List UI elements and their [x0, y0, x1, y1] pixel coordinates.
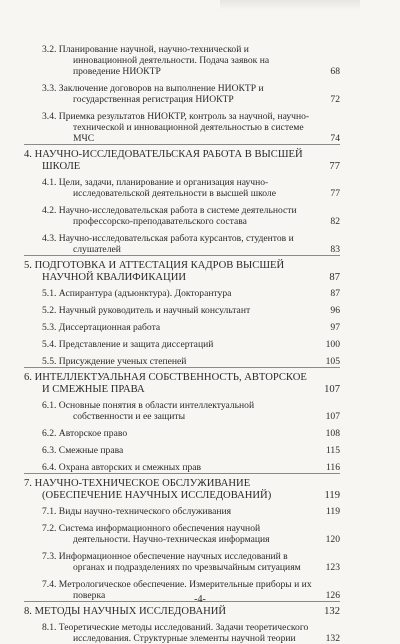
toc-entry-5-2[interactable]	[0, 305, 400, 316]
toc-entry-5-1[interactable]	[0, 288, 400, 299]
toc-chapter-8[interactable]	[0, 606, 400, 618]
toc-entry-page: 97	[330, 322, 340, 333]
toc-entry-text: 5.5. Присуждение ученых степеней	[42, 356, 187, 367]
chapter-divider	[24, 255, 340, 256]
toc-entry-page: 123	[325, 562, 340, 573]
toc-chapter-title: 8. МЕТОДЫ НАУЧНЫХ ИССЛЕДОВАНИЙ	[24, 606, 227, 617]
toc-entry-text: 7.3. Информационное обеспечение научных исследований в органах и подразделениях по чрезвычайным ситуациям	[42, 551, 301, 573]
toc-entry-text: 6.1. Основные понятия в области интеллектуальной собственности и ее защиты	[42, 400, 255, 422]
toc-chapter-page: 132	[324, 606, 340, 617]
toc-entry-6-2[interactable]	[0, 428, 400, 439]
toc-chapter-page: 77	[329, 161, 340, 172]
toc-entry-page: 119	[325, 506, 340, 517]
toc-entry-page: 107	[325, 411, 340, 422]
toc-entry-page: 120	[325, 534, 340, 545]
toc-entry-page: 72	[330, 94, 340, 105]
toc-entry-3-3[interactable]	[0, 83, 400, 105]
toc-entry-text: 4.3. Научно-исследовательская работа курсантов, студентов и слушателей	[42, 233, 294, 255]
toc-entry-4-2[interactable]	[0, 205, 400, 227]
toc-chapter-5[interactable]	[0, 260, 400, 284]
toc-entry-text: 3.2. Планирование научной, научно-технической и инновационной деятельности. Подача заявок на проведение НИОКТР	[42, 44, 270, 77]
toc-entry-7-1[interactable]	[0, 506, 400, 517]
toc-entry-page: 96	[330, 305, 340, 316]
toc-entry-page: 87	[330, 288, 340, 299]
toc-entry-7-3[interactable]	[0, 551, 400, 573]
table-of-contents	[0, 44, 400, 644]
toc-entry-5-4[interactable]	[0, 339, 400, 350]
toc-chapter-page: 87	[329, 272, 340, 283]
toc-entry-text: 6.4. Охрана авторских и смежных прав	[42, 462, 202, 473]
toc-entry-4-3[interactable]	[0, 233, 400, 255]
toc-entry-4-1[interactable]	[0, 177, 400, 199]
toc-entry-page: 132	[325, 633, 340, 644]
toc-entry-page: 115	[325, 445, 340, 456]
toc-chapter-title: 4. НАУЧНО-ИССЛЕДОВАТЕЛЬСКАЯ РАБОТА В ВЫСШЕЙ ШКОЛЕ	[24, 149, 303, 172]
toc-entry-page: 82	[330, 216, 340, 227]
toc-entry-6-1[interactable]	[0, 400, 400, 422]
toc-chapter-title: 7. НАУЧНО-ТЕХНИЧЕСКОЕ ОБСЛУЖИВАНИЕ (ОБЕСПЕЧЕНИЕ НАУЧНЫХ ИССЛЕДОВАНИЙ)	[24, 478, 272, 501]
toc-entry-text: 5.4. Представление и защита диссертаций	[42, 339, 214, 350]
page-number: -4-	[194, 594, 206, 605]
toc-entry-3-2[interactable]	[0, 44, 400, 77]
toc-entry-text: 7.4. Метрологическое обеспечение. Измерительные приборы и их поверка	[42, 579, 312, 601]
toc-entry-page: 77	[330, 188, 340, 199]
chapter-divider	[24, 367, 340, 368]
chapter-divider	[24, 473, 340, 474]
toc-entry-page: 126	[325, 590, 340, 601]
toc-entry-text: 7.2. Система информационного обеспечения научной деятельности. Научно-техническая информация	[42, 523, 270, 545]
toc-entry-5-5[interactable]	[0, 356, 400, 367]
toc-entry-6-3[interactable]	[0, 445, 400, 456]
toc-entry-page: 116	[325, 462, 340, 473]
toc-entry-text: 6.3. Смежные права	[42, 445, 124, 456]
toc-entry-text: 5.3. Диссертационная работа	[42, 322, 161, 333]
toc-chapter-6[interactable]	[0, 372, 400, 396]
toc-chapter-7[interactable]	[0, 478, 400, 502]
toc-entry-8-1[interactable]	[0, 622, 400, 644]
toc-entry-6-4[interactable]	[0, 462, 400, 473]
toc-entry-page: 100	[325, 339, 340, 350]
toc-chapter-page: 119	[324, 490, 340, 501]
toc-entry-page: 105	[325, 356, 340, 367]
toc-chapter-4[interactable]	[0, 149, 400, 173]
toc-entry-7-2[interactable]	[0, 523, 400, 545]
toc-entry-page: 108	[325, 428, 340, 439]
toc-entry-text: 3.3. Заключение договоров на выполнение НИОКТР и государственная регистрация НИОКТР	[42, 83, 264, 105]
toc-chapter-title: 5. ПОДГОТОВКА И АТТЕСТАЦИЯ КАДРОВ ВЫСШЕЙ НАУЧНОЙ КВАЛИФИКАЦИИ	[24, 260, 285, 283]
toc-entry-text: 4.2. Научно-исследовательская работа в системе деятельности профессорско-преподавательского состава	[42, 205, 297, 227]
chapter-divider	[24, 144, 340, 145]
toc-entry-text: 5.2. Научный руководитель и научный консультант	[42, 305, 251, 316]
toc-entry-text: 5.1. Аспирантура (адъюнктура). Докторантура	[42, 288, 232, 299]
toc-chapter-page: 107	[324, 384, 340, 395]
toc-entry-page: 74	[330, 133, 340, 144]
toc-entry-page: 83	[330, 244, 340, 255]
toc-entry-page: 68	[330, 66, 340, 77]
toc-entry-text: 4.1. Цели, задачи, планирование и организация научно-исследовательской деятельности в высшей школе	[42, 177, 276, 199]
toc-entry-5-3[interactable]	[0, 322, 400, 333]
toc-entry-text: 8.1. Теоретические методы исследований. Задачи теоретического исследования. Структурные элементы научной теории	[42, 622, 309, 644]
toc-entry-text: 3.4. Приемка результатов НИОКТР, контроль за научной, научно-технической и инновационной деятельностью в системе МЧС	[42, 111, 310, 144]
previous-page-bleed	[220, 0, 360, 10]
toc-entry-text: 6.2. Авторское право	[42, 428, 128, 439]
toc-entry-text: 7.1. Виды научно-технического обслуживания	[42, 506, 232, 517]
toc-chapter-title: 6. ИНТЕЛЛЕКТУАЛЬНАЯ СОБСТВЕННОСТЬ, АВТОРСКОЕ И СМЕЖНЫЕ ПРАВА	[24, 372, 307, 395]
toc-entry-3-4[interactable]	[0, 111, 400, 144]
